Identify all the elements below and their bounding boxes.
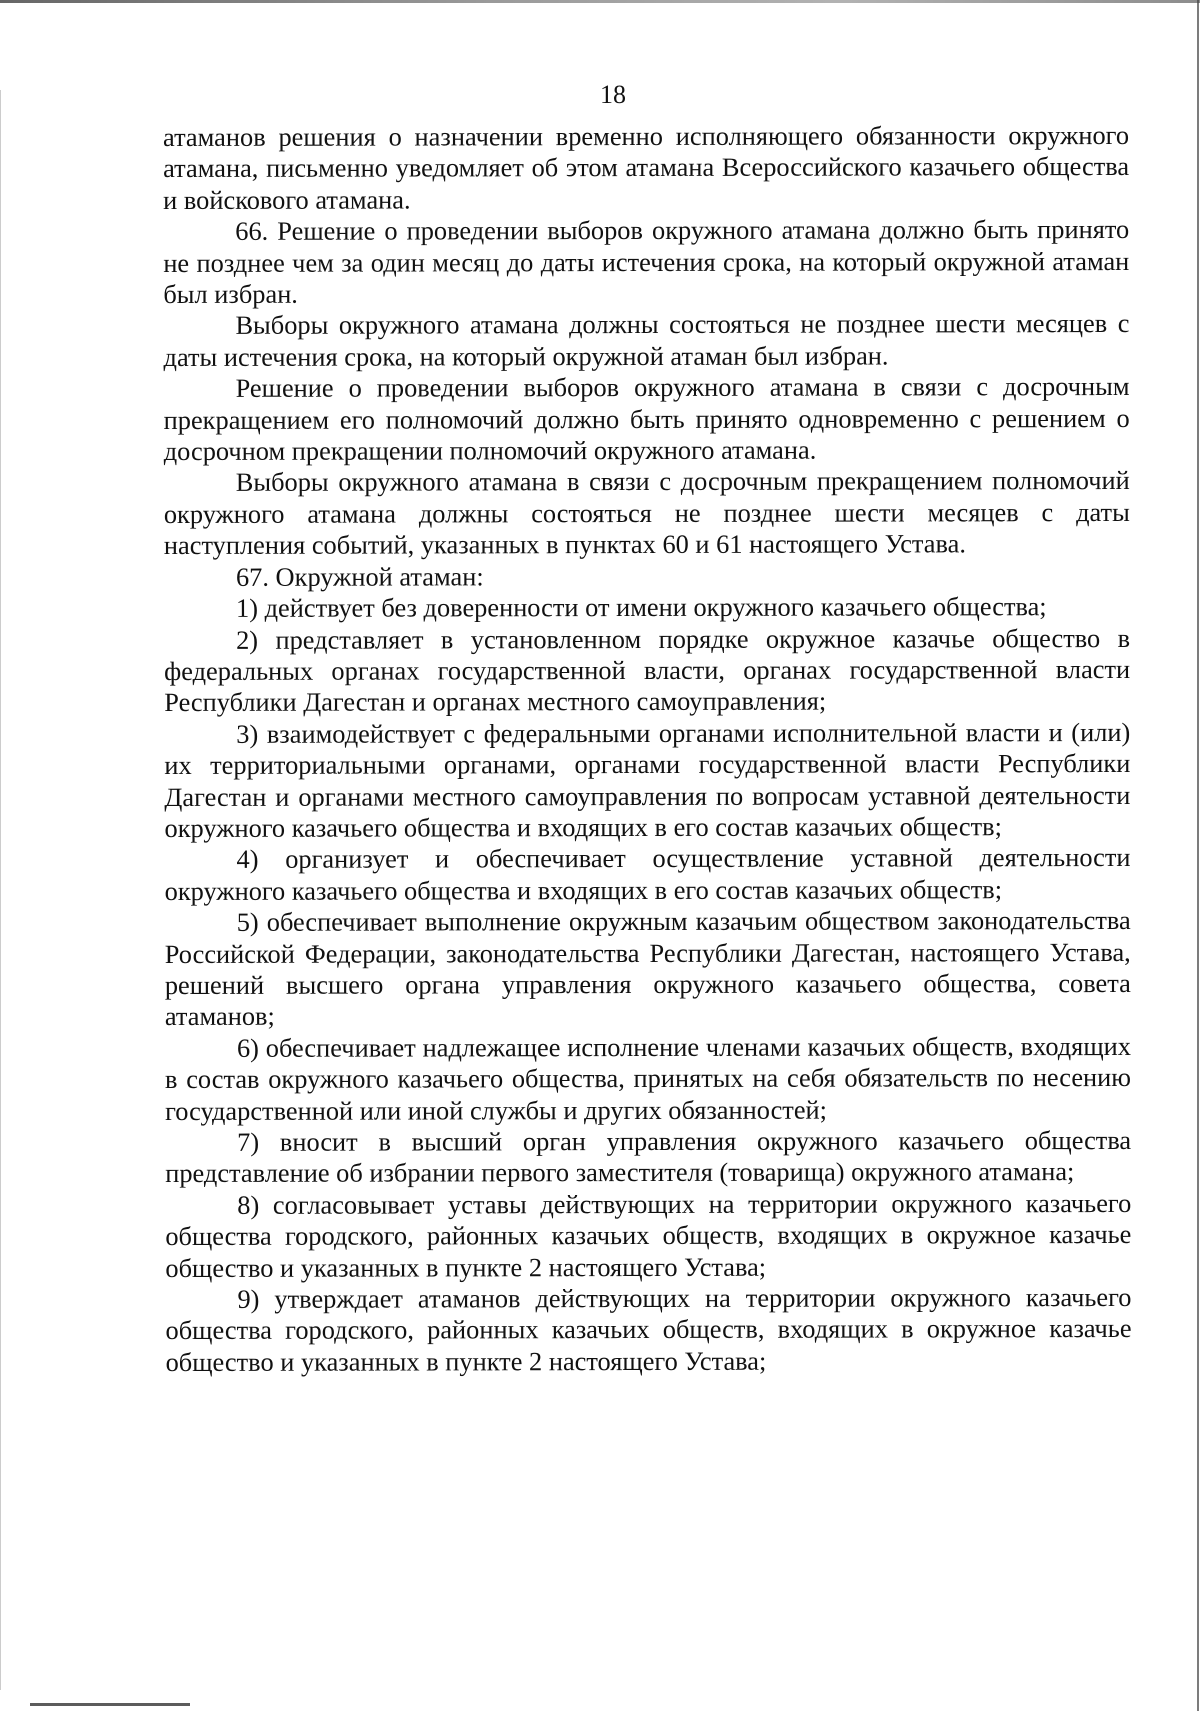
scan-edge-top [0, 0, 1200, 3]
list-item: 7) вносит в высший орган управления окружного казачьего общества представление об избрании первого заместителя (товарища) окружного атамана; [165, 1124, 1132, 1189]
list-item: 9) утверждает атаманов действующих на территории окружного казачьего общества городского, районных казачьих обществ, входящих в окружное казачье общество и указанных в пункте 2 настоящего Устава; [165, 1282, 1132, 1377]
paragraph: Выборы окружного атамана должны состояться не позднее шести месяцев с даты истечения срока, на который окружной атаман был избран. [163, 308, 1130, 372]
list-item: 2) представляет в установленном порядке окружное казачье общество в федеральных органах государственной власти, органах государственной власти Республики Дагестан и органах местного самоуправления; [164, 622, 1131, 718]
paragraph: Выборы окружного атамана в связи с досрочным прекращением полномочий окружного атамана должны состояться не позднее шести месяцев с даты наступления событий, указанных в пунктах 60 и 61 настоящего Устава. [163, 465, 1130, 561]
paragraph: 67. Окружной атаман: [235, 561, 484, 592]
page-number: 18 [600, 80, 626, 109]
document-body [163, 120, 1132, 1378]
scan-edge-bottom [30, 1703, 190, 1706]
scan-edge-right [1197, 0, 1199, 1711]
list-item: 1) действует без доверенности от имени окружного казачьего общества; [235, 591, 1047, 623]
list-item: 3) взаимодействует с федеральными органами исполнительной власти и (или) их территориальными органами, органами государственной власти Республики Дагестан и органами местного самоуправления по вопросам уставной деятельности окружного казачьего общества и входящих в его состав казачьих обществ; [164, 716, 1131, 843]
list-item: 6) обеспечивает надлежащее исполнение членами казачьих обществ, входящих в состав окружного казачьего общества, принятых на себя обязательств по несению государственной или иной службы и других обязанностей; [164, 1030, 1132, 1126]
list-item: 8) согласовывает уставы действующих на территории окружного казачьего общества городского, районных казачьих обществ, входящих в окружное казачье общество и указанных в пункте 2 настоящего Устава; [165, 1187, 1132, 1283]
paragraph: 66. Решение о проведении выборов окружного атамана должно быть принято не позднее чем за один месяц до даты истечения срока, на который окружной атаман был избран. [163, 214, 1130, 310]
list-item: 4) организует и обеспечивает осуществление уставной деятельности окружного казачьего общества и входящих в его состав казачьих обществ; [164, 842, 1131, 906]
list-item: 5) обеспечивает выполнение окружным казачьим обществом законодательства Российской Федерации, законодательства Республики Дагестан, настоящего Устава, решений высшего органа управления окружного казачьего общества, совета атаманов; [164, 905, 1131, 1032]
paragraph: атаманов решения о назначении временно исполняющего обязанности окружного атамана, письменно уведомляет об этом атамана Всероссийского казачьего общества и войскового атамана. [163, 119, 1130, 215]
scan-edge-left [0, 90, 1, 1690]
paragraph: Решение о проведении выборов окружного атамана в связи с досрочным прекращением его полномочий должно быть принято одновременно с решением о досрочном прекращении полномочий окружного атамана. [163, 371, 1130, 467]
